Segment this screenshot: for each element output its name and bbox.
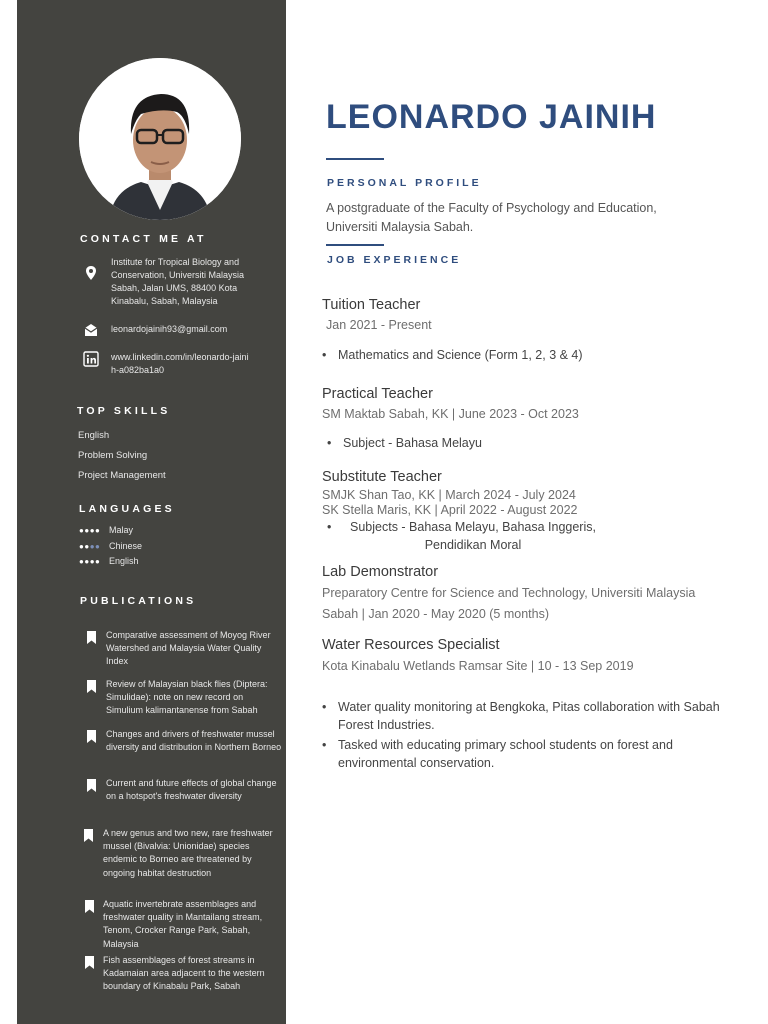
job-title: Practical Teacher — [322, 386, 433, 402]
skill-item: English — [78, 430, 110, 441]
job-title: Substitute Teacher — [322, 469, 442, 485]
publication-title: Comparative assessment of Moyog River Watershed and Malaysia Water Quality Index — [106, 630, 271, 667]
profile-text: A postgraduate of the Faculty of Psychology and Education, Universiti Malaysia Sabah. — [326, 201, 657, 234]
email-icon — [83, 322, 99, 338]
publication-title: Current and future effects of global change on a hotspot's freshwater diversity — [106, 778, 277, 802]
linkedin-link[interactable]: www.linkedin.com/in/leonardo-jainih-a082ba1a0 — [111, 352, 249, 375]
level-dot: ● — [84, 526, 90, 535]
level-dot: ● — [79, 542, 85, 551]
job-subtitle: Kota Kinabalu Wetlands Ramsar Site | 10 - 13 Sep 2019 — [322, 659, 634, 673]
bookmark-icon — [87, 779, 96, 792]
job-subtitle: Jan 2021 - Present — [326, 318, 432, 332]
job-title: Lab Demonstrator — [322, 564, 439, 580]
language-item — [79, 541, 142, 551]
job-subtitle: Preparatory Centre for Science and Technology, Universiti Malaysia Sabah | Jan 2020 - May 2020 (5 months) — [322, 586, 696, 621]
address-text: Institute for Tropical Biology and Conservation, Universiti Malaysia Sabah, Jalan UMS, 88400 Kota Kinabalu, Sabah, Malaysia — [111, 257, 245, 306]
language-level-chinese — [79, 542, 109, 551]
map-pin-icon — [83, 265, 99, 281]
language-item — [79, 556, 139, 566]
divider — [326, 244, 384, 246]
skill-item: Problem Solving — [78, 450, 148, 461]
bookmark-icon — [87, 730, 96, 743]
experience-heading: JOB EXPERIENCE — [327, 254, 462, 266]
level-dot: ● — [79, 526, 85, 535]
bookmark-icon — [85, 900, 94, 913]
level-dot: ● — [79, 557, 85, 566]
language-item — [79, 525, 133, 535]
bullet-text: Water quality monitoring at Bengkoka, Pitas collaboration with Sabah Forest Industries. — [338, 700, 720, 732]
publication-title: Review of Malaysian black flies (Diptera: Simulidae): note on new record on Simulium kalimantanense from Sabah — [106, 679, 268, 716]
publications-heading: PUBLICATIONS — [80, 595, 197, 607]
contact-heading: CONTACT ME AT — [80, 233, 207, 245]
level-dot: ● — [84, 557, 90, 566]
skills-heading: TOP SKILLS — [77, 405, 171, 417]
bullet-text: Subject - Bahasa Melayu — [343, 436, 482, 450]
bullet-text: Subjects - Bahasa Melayu, Bahasa Inggeris, Pendidikan Moral — [350, 520, 596, 552]
contact-address — [83, 256, 283, 322]
job-subtitle-2: SK Stella Maris, KK | April 2022 - August 2022 — [322, 503, 578, 517]
bullet-marker: • — [322, 348, 327, 362]
contact-linkedin[interactable] — [83, 351, 283, 379]
job-subtitle: SM Maktab Sabah, KK | June 2023 - Oct 2023 — [322, 407, 579, 421]
publication-title: A new genus and two new, rare freshwater mussel (Bivalvia: Unionidae) species endemic to Borneo are threatened by ongoing habitat destruction — [103, 828, 273, 878]
publication-title: Changes and drivers of freshwater mussel diversity and distribution in Northern Borneo — [106, 729, 282, 753]
publication-title: Fish assemblages of forest streams in Kadamaian area adjacent to the western boundary of Kinabalu Park, Sabah — [103, 955, 265, 992]
bullet-marker: • — [327, 520, 332, 534]
profile-heading: PERSONAL PROFILE — [327, 177, 482, 189]
candidate-name: LEONARDO JAINIH — [326, 98, 657, 136]
level-dot: ● — [89, 526, 96, 535]
job-title: Tuition Teacher — [322, 297, 421, 313]
sidebar — [17, 0, 286, 1024]
bookmark-icon — [87, 680, 96, 693]
language-name: Chinese — [109, 541, 143, 551]
language-name: English — [109, 556, 139, 566]
bullet-text: Mathematics and Science (Form 1, 2, 3 & 4) — [338, 348, 583, 362]
bookmark-icon — [87, 631, 96, 644]
language-level-english — [79, 557, 109, 566]
level-dot: ● — [95, 542, 101, 551]
language-level-malay — [79, 526, 109, 535]
level-dot: ● — [89, 557, 96, 566]
linkedin-icon — [83, 351, 99, 367]
level-dot: ● — [95, 526, 101, 535]
bookmark-icon — [85, 956, 94, 969]
publication-title: Aquatic invertebrate assemblages and freshwater quality in Mantailang stream, Tenom, Crocker Range Park, Sabah, Malaysia — [103, 899, 263, 949]
level-dot: ● — [89, 542, 96, 551]
bullet-marker: • — [322, 700, 327, 714]
avatar — [79, 58, 241, 220]
job-title: Water Resources Specialist — [322, 637, 500, 653]
skill-item: Project Management — [78, 470, 166, 481]
profile-photo — [79, 58, 241, 220]
bullet-text: Tasked with educating primary school students on forest and environmental conservation. — [338, 738, 673, 770]
bullet-marker: • — [322, 738, 327, 752]
level-dot: ● — [95, 557, 101, 566]
job-subtitle: SMJK Shan Tao, KK | March 2024 - July 2024 — [322, 488, 576, 502]
level-dot: ● — [84, 542, 90, 551]
bullet-marker: • — [327, 436, 332, 450]
languages-heading: LANGUAGES — [79, 503, 175, 515]
divider — [326, 158, 384, 160]
language-name: Malay — [109, 525, 134, 535]
email-link[interactable]: leonardojainih93@gmail.com — [111, 324, 228, 334]
contact-email[interactable] — [83, 323, 283, 339]
bookmark-icon — [84, 829, 93, 842]
